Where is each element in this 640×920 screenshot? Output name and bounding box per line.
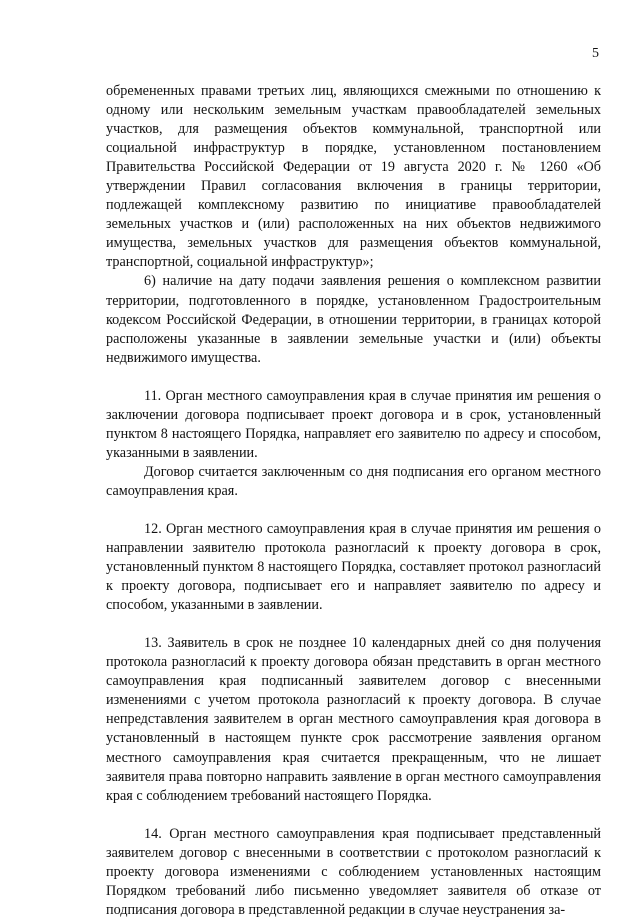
paragraph-clause-11: 11. Орган местного самоуправления края в случае принятия им решения о заключении договора подписывает проект договора и в срок, установленный пунктом 8 настоящего Порядка, направляет его заявителю по адресу и способом, указанными в заявлении. <box>106 387 601 461</box>
paragraph-clause-14: 14. Орган местного самоуправления края подписывает представленный заявителем договор с внесенными в соответствии с протоколом разногласий к проекту договора изменениями с соблюдением установленных настоящим Порядком требований либо письменно уведомляет заявителя об отказе от подписания договора в представленной редакции в случае неустранения за- <box>106 825 601 918</box>
paragraph-clause-13: 13. Заявитель в срок не позднее 10 календарных дней со дня получения протокола разногласий к проекту договора обязан представить в орган местного самоуправления края подписанный заявителем договор с внесенными изменениями с учетом протокола разногласий к проекту договора. В случае непредставления заявителем в орган местного самоуправления края договора в установленный в настоящем пункте срок рассмотрение заявления органом местного самоуправления края считается прекращенным, что не лишает заявителя права повторно направить заявление в орган местного самоуправления края с соблюдением требований настоящего Порядка. <box>106 635 601 804</box>
document-body <box>106 82 601 920</box>
paragraph-item-6: 6) наличие на дату подачи заявления решения о комплексном развитии территории, подготовленного в порядке, установленном Градостроительным кодексом Российской Федерации, в отношении территории, в границах которой расположены указанные в заявлении земельные участки и (или) объекты недвижимого имущества. <box>106 273 601 366</box>
paragraph-continuation: обремененных правами третьих лиц, являющихся смежными по отношению к одному или нескольким земельным участкам правообладателей земельных участков, для размещения объектов коммунальной, транспортной или социальной инфраструктур в порядке, установленном постановлением Правительства Российской Федерации от 19 августа 2020 г. № 1260 «Об утверждении Правил согласования включения в границы территории, подлежащей комплексному развитию по инициативе правообладателей земельных участков и (или) расположенных на них объектов недвижимого имущества, земельных участков для размещения объектов коммунальной, транспортной, социальной инфраструктур»; <box>106 83 601 271</box>
page-number: 5 <box>592 46 599 61</box>
paragraph-contract-concluded: Договор считается заключенным со дня подписания его органом местного самоуправления края. <box>106 463 601 499</box>
paragraph-clause-12: 12. Орган местного самоуправления края в случае принятия им решения о направлении заявителю протокола разногласий к проекту договора в срок, установленный пунктом 8 настоящего Порядка, составляет протокол разногласий к проекту договора, подписывает его и направляет заявителю по адресу и способом, указанными в заявлении. <box>106 520 601 614</box>
